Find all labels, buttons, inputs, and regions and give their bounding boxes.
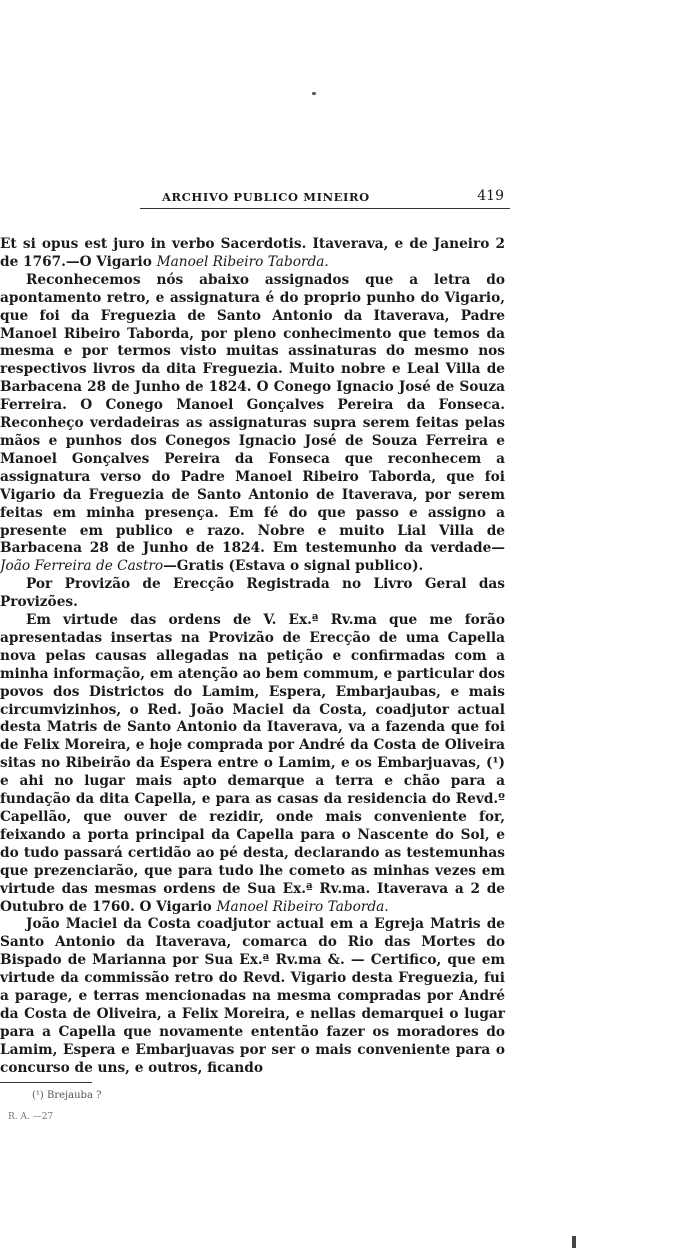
footnote: (¹) Brejauba ? bbox=[32, 1090, 102, 1101]
ink-speck bbox=[312, 92, 316, 95]
page-header bbox=[140, 188, 510, 210]
paragraph-provision: Por Provizão de Erecção Registrada no Livro Geral das Provizões. bbox=[0, 576, 505, 611]
signature-notary: João Ferreira de Castro bbox=[0, 558, 164, 575]
edge-mark bbox=[572, 1236, 576, 1248]
footnote-rule bbox=[0, 1082, 92, 1083]
running-title: ARCHIVO PUBLICO MINEIRO bbox=[162, 190, 370, 204]
signature-vigario-2: Manoel Ribeiro Taborda. bbox=[216, 898, 389, 915]
signature-vigario: Manoel Ribeiro Taborda. bbox=[156, 253, 329, 270]
paragraph-oath: Et si opus est juro in verbo Sacerdotis. Itaverava, e de Janeiro 2 de 1767.—O Vigario Manoel Ribeiro Taborda. bbox=[0, 236, 505, 270]
printer-signature-mark: R. A. —27 bbox=[8, 1112, 54, 1122]
page-number: 419 bbox=[477, 188, 504, 204]
paragraph-certificate: João Maciel da Costa coadjutor actual em a Egreja Matris de Santo Antonio da Itaverava, comarca do Rio das Mortes do Bispado de Marianna por Sua Ex.ª Rv.ma &. — Certifico, que em virtude da commissão retro do Revd. Vigario desta Freguezia, fui a parage, e terras mencionadas na mesma compradas por André da Costa de Oliveira, a Felix Moreira, e nellas demarquei o lugar para a Capella que novamente ententão fazer os moradores do Lamim, Espera e Embarjuavas por ser o mais conveniente para o concurso de uns, e outros, ficando bbox=[0, 916, 505, 1076]
paragraph-commission: Em virtude das ordens de V. Ex.ª Rv.ma que me forão apresentadas insertas na Provizão de Erecção de uma Capella nova pelas causas allegadas na petição e confirmadas com a minha informação, em atenção ao bem commum, e particular dos povos dos Districtos do Lamim, Espera, Embarjaubas, e mais circumvizinhos, o Red. João Maciel da Costa, coadjutor actual desta Matris de Santo Antonio da Itaverava, va a fazenda que foi de Felix Moreira, e hoje comprada por André da Costa de Oliveira sitas no Ribeirão da Espera entre o Lamim, e os Embarjuavas, (¹) e ahi no lugar mais apto demarque a terra e chão para a fundação da dita Capella, e para as casas da residencia do Revd.º Capellão, que ouver de rezidir, onde mais conveniente for, feixando a porta principal da Capella para o Nascente do Sol, e do tudo passará certidão ao pé desta, declarando as testemunhas que prezenciarão, que para tudo lhe cometo as minhas vezes em virtude das mesmas ordens de Sua Ex.ª Rv.ma. Itaverava a 2 de Outubro de 1760. O Vigario Manoel Ribeiro Taborda. bbox=[0, 612, 505, 915]
paragraph-recognition: Reconhecemos nós abaixo assignados que a letra do apontamento retro, e assignatura é do proprio punho do Vigario, que foi da Freguezia de Santo Antonio da Itaverava, Padre Manoel Ribeiro Taborda, por pleno conhecimento que temos da mesma e por termos visto muitas assinaturas do mesmo nos respectivos livros da dita Freguezia. Muito nobre e Leal Villa de Barbacena 28 de Junho de 1824. O Conego Ignacio José de Souza Ferreira. O Conego Manoel Gonçalves Pereira da Fonseca. Reconheço verdadeiras as assignaturas supra serem feitas pelas mãos e punhos dos Conegos Ignacio José de Souza Ferreira e Manoel Gonçalves Pereira da Fonseca que reconhecem a assignatura verso do Padre Manoel Ribeiro Taborda, que foi Vigario da Freguezia de Santo Antonio de Itaverava, por serem feitas em minha presença. Em fé do que passo e assigno a presente em publico e razo. Nobre e muito Lial Villa de Barbacena 28 de Junho de 1824. Em testemunho da verdade— João Ferreira de Castro—Gratis (Estava o signal publico). bbox=[0, 271, 505, 575]
header-rule bbox=[140, 208, 510, 209]
body-text bbox=[0, 236, 505, 1078]
